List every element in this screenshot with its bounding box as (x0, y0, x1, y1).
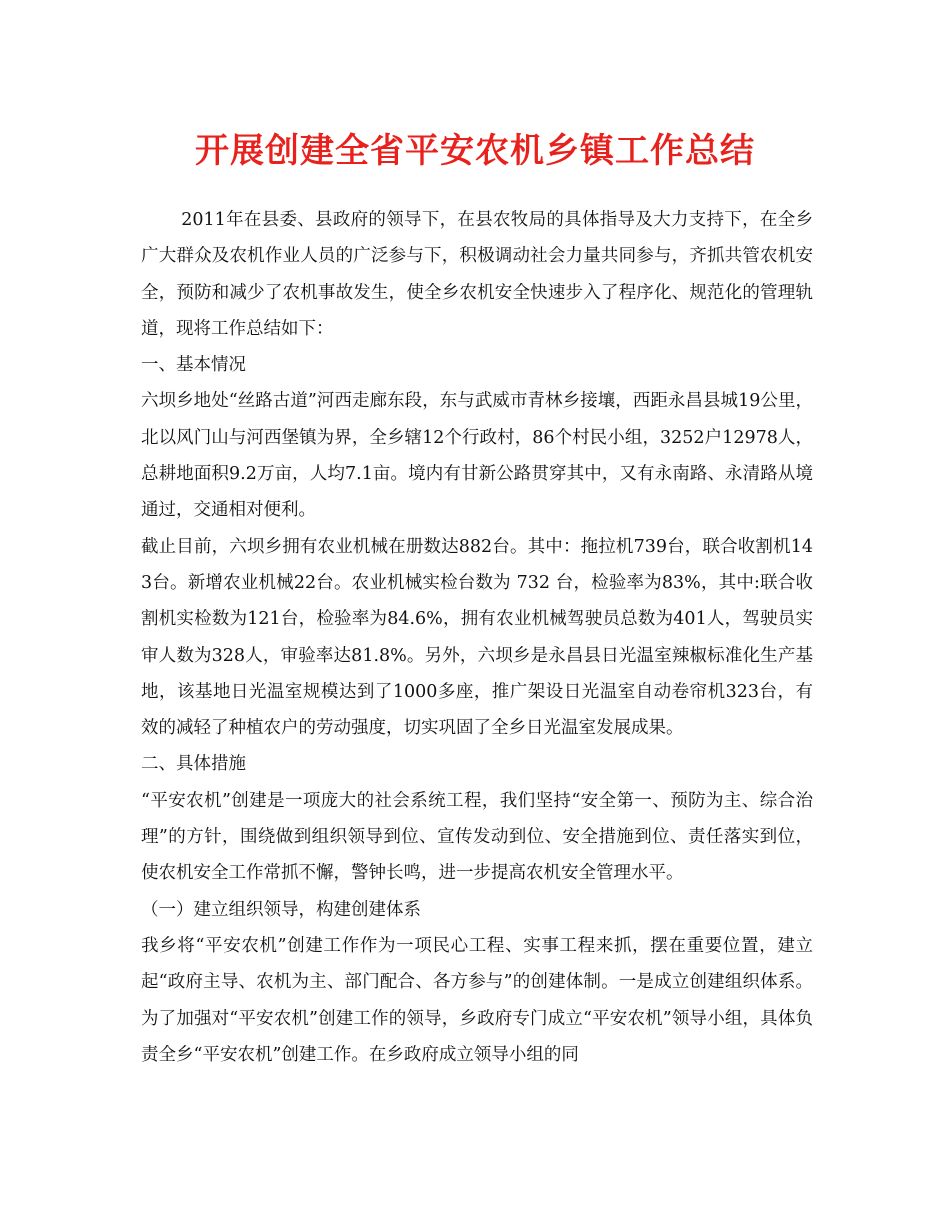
measures-paragraph-1: “平安农机”创建是一项庞大的社会系统工程，我们坚持“安全第一、预防为主、综合治理”的方针，围绕做到组织领导到位、宣传发动到位、安全措施到位、责任落实到位，使农机安全工作常抓不懈，警钟长鸣，进一步提高农机安全管理水平。 (141, 790, 813, 884)
basic-situation-paragraph-2: 截止目前，六坝乡拥有农业机械在册数达882台。其中：拖拉机739台，联合收割机143台。新增农业机械22台。农业机械实检台数为 732 台，检验率为83%，其中:联合收割机实检数为121台，检验率为84.6%，拥有农业机械驾驶员总数为401人，驾驶员实审人数为328人，审验率达81.8%。另外，六坝乡是永昌县日光温室辣椒标准化生产基地，该基地日光温室规模达到了1000多座，推广架设日光温室自动卷帘机323台，有效的减轻了种植农户的劳动强度，切实巩固了全乡日光温室发展成果。 (141, 536, 813, 739)
intro-paragraph: 2011年在县委、县政府的领导下，在县农牧局的具体指导及大力支持下，在全乡广大群众及农机作业人员的广泛参与下，积极调动社会力量共同参与，齐抓共管农机安全，预防和减少了农机事故发生，使全乡农机安全快速步入了程序化、规范化的管理轨道，现将工作总结如下： (141, 210, 813, 339)
section-heading-basic-situation: 一、基本情况 (141, 355, 246, 376)
basic-situation-paragraph-1: 六坝乡地处“丝路古道”河西走廊东段，东与武威市青林乡接壤，西距永昌县城19公里，北以风门山与河西堡镇为界，全乡辖12个行政村，86个村民小组，3252户12978人，总耕地面积9.2万亩，人均7.1亩。境内有甘新公路贯穿其中，又有永南路、永清路从境通过，交通相对便利。 (141, 391, 813, 521)
subsection-heading-organization: （一）建立组织领导，构建创建体系 (141, 899, 421, 920)
document-body (141, 202, 813, 1073)
section-heading-measures: 二、具体措施 (141, 754, 246, 775)
document-title: 开展创建全省平安农机乡镇工作总结 (195, 131, 755, 171)
organization-paragraph: 我乡将“平安农机”创建工作作为一项民心工程、实事工程来抓，摆在重要位置，建立起“政府主导、农机为主、部门配合、各方参与”的创建体制。一是成立创建组织体系。为了加强对“平安农机”创建工作的领导，乡政府专门成立“平安农机”领导小组，具体负责全乡“平安农机”创建工作。在乡政府成立领导小组的同 (141, 935, 813, 1065)
